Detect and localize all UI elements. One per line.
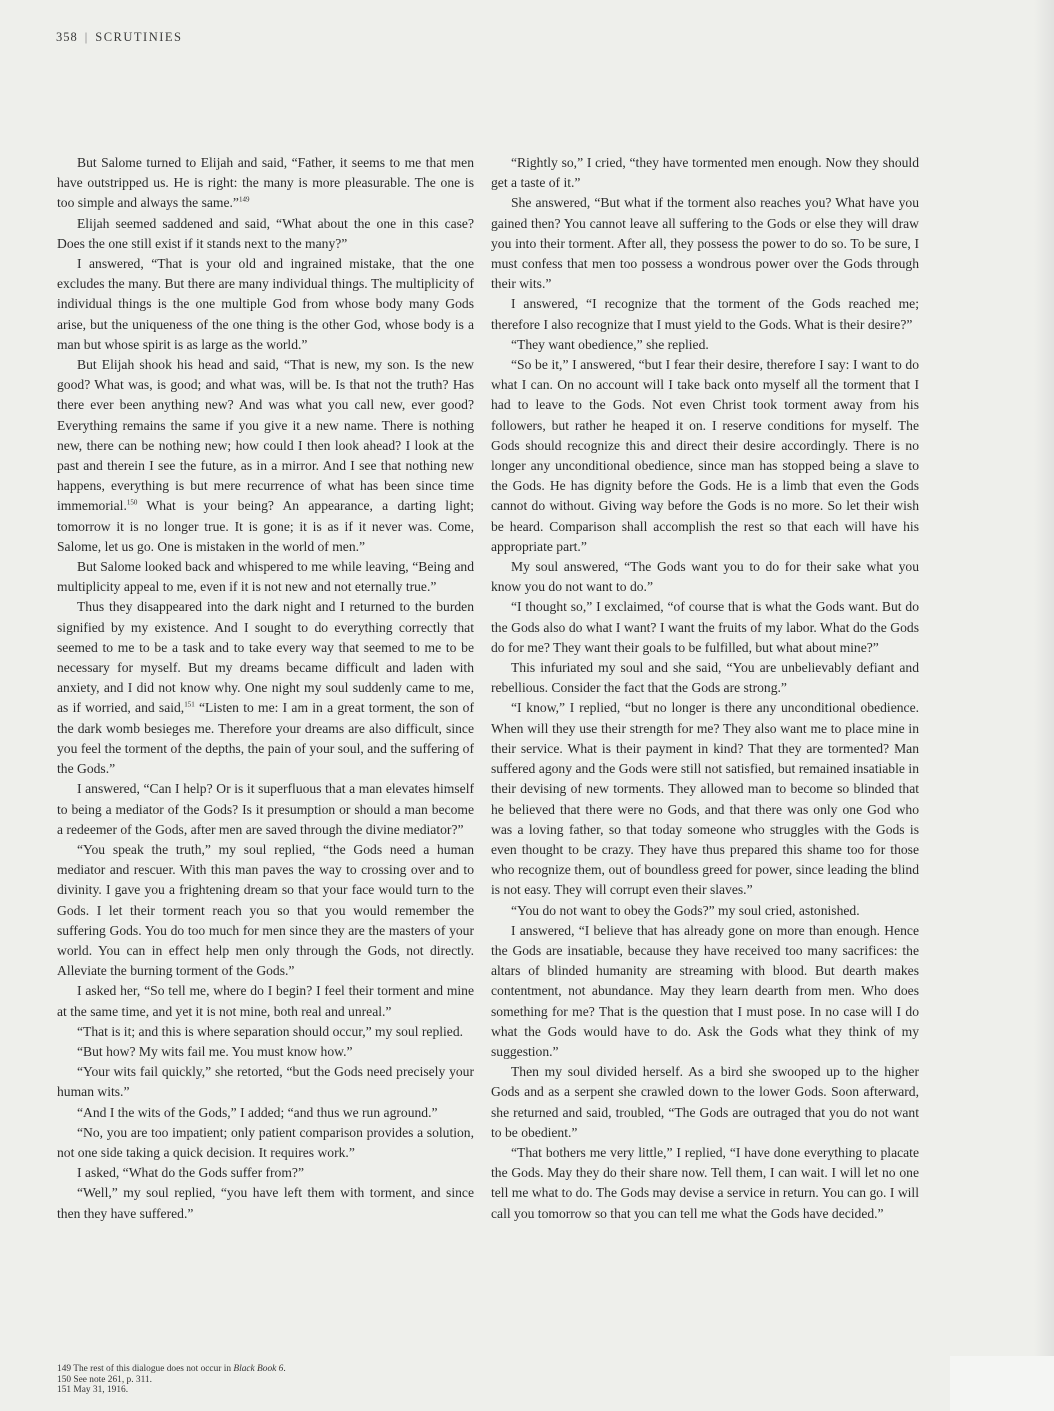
paragraph bbox=[57, 214, 474, 254]
paragraph-text: I answered, “I recognize that the torment of the Gods reached me; therefore I also recognize that I must yield to the Gods. What is their desire?” bbox=[491, 296, 919, 332]
footnote-end: . bbox=[283, 1364, 286, 1374]
paragraph-text: “No, you are too impatient; only patient comparison provides a solution, not one side taking a quick decision. It requires work.” bbox=[57, 1124, 474, 1160]
paragraph bbox=[57, 1103, 474, 1123]
paragraph bbox=[491, 294, 919, 334]
footnote-title: Black Book 6 bbox=[233, 1364, 284, 1374]
paragraph bbox=[491, 901, 919, 921]
paragraph-text: “I know,” I replied, “but no longer is there any unconditional obedience. When will they use their strength for me? They also want me to place mine in their service. What is their payment in kind? That they are tormented? Man suffered agony and the Gods were still not satisfied, but remained insatiable in their devising of new torments. They allowed man to become so blinded that he believed that there were no Gods, and that there was only one God who was a loving father, so that today someone who struggles with the Gods is even thought to be crazy. They have thus prepared this shame too for those who recognize them, out of boundless greed for power, since leading the blind is not easy. They will corrupt even their slaves.” bbox=[491, 700, 919, 898]
paragraph-text: “That is it; and this is where separation should occur,” my soul replied. bbox=[77, 1023, 464, 1039]
paragraph-text: “And I the wits of the Gods,” I added; “and thus we run aground.” bbox=[77, 1104, 438, 1120]
paragraph bbox=[57, 557, 474, 597]
footnote-text: May 31, 1916. bbox=[73, 1385, 129, 1395]
footnote-text: See note 261, p. 311. bbox=[73, 1374, 152, 1385]
footnote bbox=[57, 1375, 477, 1386]
paragraph bbox=[57, 254, 474, 355]
footnotes bbox=[57, 1364, 477, 1396]
page-number: 358 bbox=[56, 30, 78, 44]
paragraph bbox=[491, 1062, 919, 1143]
paragraph bbox=[491, 597, 919, 658]
paragraph bbox=[491, 658, 919, 698]
paragraph-text: But Salome looked back and whispered to me while leaving, “Being and multiplicity appeal to me, even if it is not new and not eternally true.” bbox=[57, 559, 474, 595]
paragraph bbox=[57, 1123, 474, 1163]
paragraph-text: “Well,” my soul replied, “you have left them with torment, and since then they have suffered.” bbox=[57, 1185, 474, 1221]
paragraph bbox=[491, 698, 919, 900]
paragraph-text: Thus they disappeared into the dark night and I returned to the burden signified by my existence. And I sought to do everything correctly that seemed to me to be a task and to take every way that seemed to me to be necessary for myself. But my dreams became difficult and laden with anxiety, and I did not know why. One night my soul suddenly came to me, as if worried, and said, bbox=[57, 599, 474, 716]
paragraph bbox=[491, 557, 919, 597]
footnote-ref: 150 bbox=[126, 498, 138, 507]
running-title: SCRUTINIES bbox=[95, 30, 183, 44]
paragraph-text: Elijah seemed saddened and said, “What about the one in this case? Does the one still exist if it stands next to the many?” bbox=[57, 215, 474, 251]
footnote-number: 149 bbox=[57, 1364, 72, 1374]
paragraph-text: “They want obedience,” she replied. bbox=[511, 336, 709, 352]
header-separator: | bbox=[84, 30, 89, 44]
footnote bbox=[57, 1385, 477, 1396]
paragraph bbox=[57, 1062, 474, 1102]
paragraph bbox=[491, 921, 919, 1062]
paragraph-text: “You speak the truth,” my soul replied, “the Gods need a human mediator and rescuer. With this man paves the way to crossing over and to divinity. I gave you a frightening dream so that your face would turn to the Gods. I let their torment reach you so that you would remember the suffering Gods. You do too much for men since they are the masters of your world. You can in effect help men only through the Gods, not directly. Alleviate the burning torment of the Gods.” bbox=[57, 841, 474, 979]
footnote bbox=[57, 1364, 477, 1375]
paragraph bbox=[491, 355, 919, 557]
paragraph bbox=[491, 1143, 919, 1224]
footnote-ref: 149 bbox=[238, 195, 250, 204]
footnote-number: 151 bbox=[57, 1385, 72, 1395]
paragraph bbox=[57, 840, 474, 981]
paragraph-text: “That bothers me very little,” I replied, “I have done everything to placate the Gods. May they do their share now. Tell them, I can wait. I will let no one tell me what to do. The Gods may devise a service in return. You can go. I will call you tomorrow so that you can tell me what the Gods have decided.” bbox=[491, 1144, 919, 1221]
paragraph-text: I asked her, “So tell me, where do I begin? I feel their torment and mine at the same time, and yet it is not mine, both real and unreal.” bbox=[57, 983, 474, 1019]
paragraph-text: But Salome turned to Elijah and said, “Father, it seems to me that men have outstripped us. He is right: the many is more pleasurable. The one is too simple and always the same.” bbox=[57, 155, 474, 211]
paragraph bbox=[57, 597, 474, 779]
left-text-column bbox=[57, 153, 474, 1224]
right-text-column bbox=[491, 153, 919, 1224]
paragraph-text: “But how? My wits fail me. You must know how.” bbox=[77, 1043, 353, 1059]
footnote-number: 150 bbox=[57, 1374, 72, 1385]
paragraph-text: I answered, “I believe that has already gone on more than enough. Hence the Gods are insatiable, because they have received too many sacrifices: the altars of blinded humanity are streaming with blood. But dearth makes contentment, not abundance. May they learn dearth from men. Who does something for me? That is the question that I must pose. In no case will I do what the Gods would have to do. Ask the Gods what they think of my suggestion.” bbox=[491, 922, 919, 1059]
running-header bbox=[56, 30, 183, 45]
paragraph bbox=[57, 1163, 474, 1183]
page-edge-shadow bbox=[1034, 0, 1054, 1411]
paragraph-text: “So be it,” I answered, “but I fear their desire, therefore I say: I want to do what I can. On no account will I take back onto myself all the torment that I had to leave to the Gods. Not even Christ took torment away from his followers, but rather he heaped it on. I reserve conditions for myself. The Gods should recognize this and direct their desire accordingly. There is no longer any unconditional obedience, since man has stopped being a slave to the Gods. He has dignity before the Gods. He is a limb that even the Gods cannot do without. Giving way before the Gods is no more. So let their wish be heard. Comparison shall accomplish the rest so that each will have his appropriate part.” bbox=[491, 357, 919, 554]
paragraph-text: But Elijah shook his head and said, “That is new, my son. Is the new good? What was, is good; and what was, will be. Is that not the truth? Has there ever been anything new? And was what you call new, ever good? Everything remains the same if you give it a new name. There is nothing new, there can be nothing new; how could I then look ahead? I look at the past and therein I see the future, as in a mirror. And I see that nothing new happens, everything is but mere recurrence of what has been since time immemorial. bbox=[57, 357, 474, 514]
paragraph-text-cont: What is your being? An appearance, a darting light; tomorrow it is no longer true. It is gone; it is as if it never was. Come, Salome, let us go. One is mistaken in the world of men.” bbox=[57, 498, 474, 554]
paragraph bbox=[57, 1042, 474, 1062]
paragraph-text: I asked, “What do the Gods suffer from?” bbox=[77, 1165, 304, 1181]
paragraph bbox=[57, 1022, 474, 1042]
paragraph-text: I answered, “That is your old and ingrained mistake, that the one excludes the many. But there are many individual things. The multiplicity of individual things is the one multiple God from whose body many Gods arise, but the uniqueness of the one thing is the other God, whose body is a man but whose spirit is as large as the world.” bbox=[57, 256, 474, 352]
paragraph-text: “I thought so,” I exclaimed, “of course that is what the Gods want. But do the Gods also do what I want? I want the fruits of my labor. What do the Gods do for me? They want their goals to be fulfilled, but what about mine?” bbox=[491, 599, 919, 655]
paragraph bbox=[491, 153, 919, 193]
paragraph-text-cont: “Listen to me: I am in a great torment, the son of the dark womb besieges me. Therefore your dreams are also difficult, since you feel the torment of the depths, the pain of your soul, and the suffering of the Gods.” bbox=[57, 700, 474, 777]
paragraph-text: “Your wits fail quickly,” she retorted, “but the Gods need precisely your human wits.” bbox=[57, 1064, 474, 1100]
paragraph-text: “Rightly so,” I cried, “they have tormented men enough. Now they should get a taste of it.” bbox=[491, 155, 919, 191]
scan-corner bbox=[950, 1356, 1054, 1411]
paragraph bbox=[491, 193, 919, 294]
paragraph-text: “You do not want to obey the Gods?” my soul cried, astonished. bbox=[511, 902, 860, 918]
paragraph bbox=[57, 1183, 474, 1223]
paragraph-text: She answered, “But what if the torment also reaches you? What have you gained then? You cannot leave all suffering to the Gods or else they will draw you into their torment. After all, they possess the power to do so. To be sure, I must confess that men too possess a wondrous power over the Gods through their wits.” bbox=[491, 195, 919, 292]
paragraph-text: I answered, “Can I help? Or is it superfluous that a man elevates himself to being a mediator of the Gods? Is it presumption or should a man become a redeemer of the Gods, after men are saved through the divine mediator?” bbox=[57, 781, 474, 837]
paragraph bbox=[57, 153, 474, 214]
paragraph-text: My soul answered, “The Gods want you to do for their sake what you know you do not want to do.” bbox=[491, 559, 919, 595]
footnote-text: The rest of this dialogue does not occur in bbox=[73, 1364, 234, 1374]
paragraph bbox=[57, 355, 474, 557]
paragraph bbox=[491, 335, 919, 355]
footnote-ref: 151 bbox=[184, 700, 195, 709]
paragraph-text: Then my soul divided herself. As a bird she swooped up to the higher Gods and as a serpent she crawled down to the lower Gods. Soon afterward, she returned and said, troubled, “The Gods are outraged that you do not want to be obedient.” bbox=[491, 1064, 919, 1140]
paragraph bbox=[57, 981, 474, 1021]
paragraph bbox=[57, 779, 474, 840]
paragraph-text: This infuriated my soul and she said, “You are unbelievably defiant and rebellious. Consider the fact that the Gods are strong.” bbox=[491, 660, 919, 696]
